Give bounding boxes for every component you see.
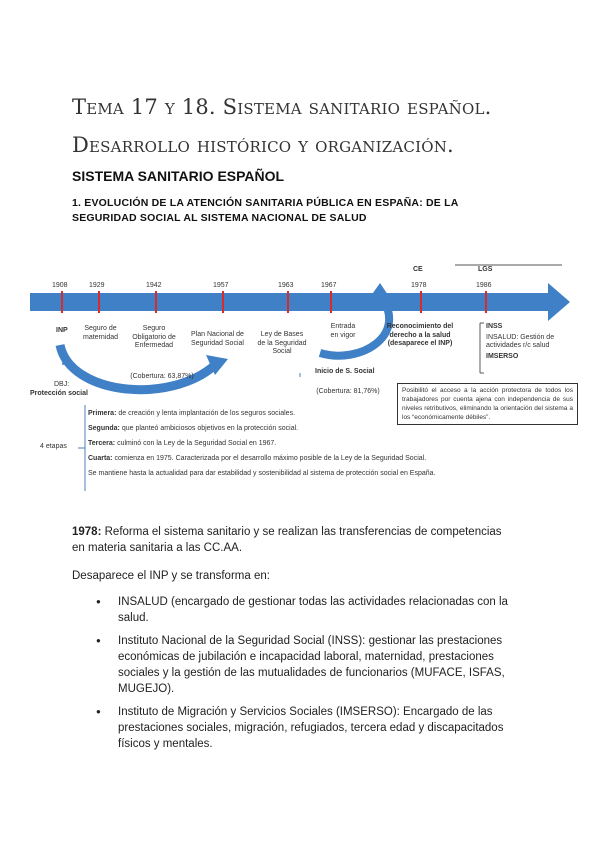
event-ley-bases: Ley de Bases de la Seguridad Social: [257, 331, 307, 355]
event-proteccion-social: Protección social: [30, 390, 88, 397]
year-1967: 1967: [321, 282, 337, 289]
etapa-5: Se mantiene hasta la actualidad para dar estabilidad y sostenibilidad al sistema de protección social en España.: [88, 470, 436, 477]
event-dbj: DBJ:: [54, 381, 70, 388]
year-1942: 1942: [146, 282, 162, 289]
note-box: Posibilitó el acceso a la acción protectora de todos los trabajadores por cuenta ajena con independencia de sus niveles retributivos, eliminando la orientación del sistema a los “económicamente débiles”.: [397, 383, 578, 425]
event-seguro-maternidad: Seguro de maternidad: [82, 325, 119, 341]
section-heading: SISTEMA SANITARIO ESPAÑOL: [72, 168, 285, 184]
event-reconocimiento: Reconocimiento del derecho a la salud (desaparece el INP): [386, 323, 454, 347]
page-title: Tema 17 y 18. Sistema sanitario español. Desarrollo histórico y organización.: [72, 95, 492, 157]
event-inp: INP: [56, 327, 68, 334]
year-1957: 1957: [213, 282, 229, 289]
year-1929: 1929: [89, 282, 105, 289]
etapas-list: [88, 409, 558, 479]
subheading: 1. EVOLUCIÓN DE LA ATENCIÓN SANITARIA PÚBLICA EN ESPAÑA: DE LA SEGURIDAD SOCIAL AL SISTEMA NACIONAL DE SALUD: [72, 197, 459, 224]
etapa-3: Tercera: culminó con la Ley de la Seguridad Social en 1967.: [88, 440, 277, 447]
event-seguro-obligatorio: Seguro Obligatorio de Enfermedad: [132, 325, 176, 349]
year-1986: 1986: [476, 282, 492, 289]
paragraph-1978-year: 1978:: [72, 526, 102, 538]
curved-arrow-inp: [60, 345, 215, 390]
paragraph-inp: Desaparece el INP y se transforma en:: [72, 570, 270, 582]
event-entrada-vigor: Entrada en vigor: [330, 323, 356, 339]
event-cobertura-8176: (Cobertura: 81,76%): [316, 388, 380, 395]
lgs-item-inss: INSS: [486, 323, 503, 330]
label-lgs: LGS: [478, 266, 493, 273]
etapa-4: Cuarta: comienza en 1975. Caracterizada por el desarrollo máximo posible de la Ley de la Seguridad Social.: [88, 455, 427, 462]
event-cobertura-6387: (Cobertura: 63,87%): [130, 373, 194, 380]
label-ce: CE: [413, 266, 423, 273]
paragraph-1978-text: Reforma el sistema sanitario y se realizan las transferencias de competencias en materia sanitaria a las CC.AA.: [72, 526, 502, 554]
etapa-1: Primera: de creación y lenta implantación de los seguros sociales.: [88, 410, 296, 417]
event-plan-nacional: Plan Nacional de Seguridad Social: [191, 331, 244, 347]
year-1978: 1978: [411, 282, 427, 289]
etapa-2: Segunda: que planteó ambiciosos objetivos en la protección social.: [88, 425, 299, 432]
etapas-label: 4 etapas: [40, 443, 67, 450]
bullet-list: [96, 594, 528, 759]
bullet-insalud: ● INSALUD (encargado de gestionar todas las actividades relacionadas con la salud.: [96, 594, 528, 626]
lgs-item-imserso: IMSERSO: [486, 352, 519, 360]
event-inicio-ss: Inicio de S. Social: [315, 368, 375, 375]
year-1963: 1963: [278, 282, 294, 289]
paragraph-1978: [72, 524, 512, 556]
bullet-inss: ● Instituto Nacional de la Seguridad Social (INSS): gestionar las prestaciones económicas de jubilación e incapacidad laboral, maternidad, prestaciones sociales y la gestión de las mutualidades de funcionarios (MUFACE, ISFAS, MUGEJO).: [96, 633, 528, 697]
lgs-items: [486, 323, 572, 361]
lgs-item-insalud: INSALUD: Gestión de actividades r/c salud: [486, 333, 555, 349]
bullet-imserso: ● Instituto de Migración y Servicios Sociales (IMSERSO): Encargado de las prestaciones sociales, migración, refugiados, tercera edad y discapacitados físicos y mentales.: [96, 704, 528, 752]
year-1908: 1908: [52, 282, 68, 289]
timeline-diagram: [30, 255, 575, 495]
